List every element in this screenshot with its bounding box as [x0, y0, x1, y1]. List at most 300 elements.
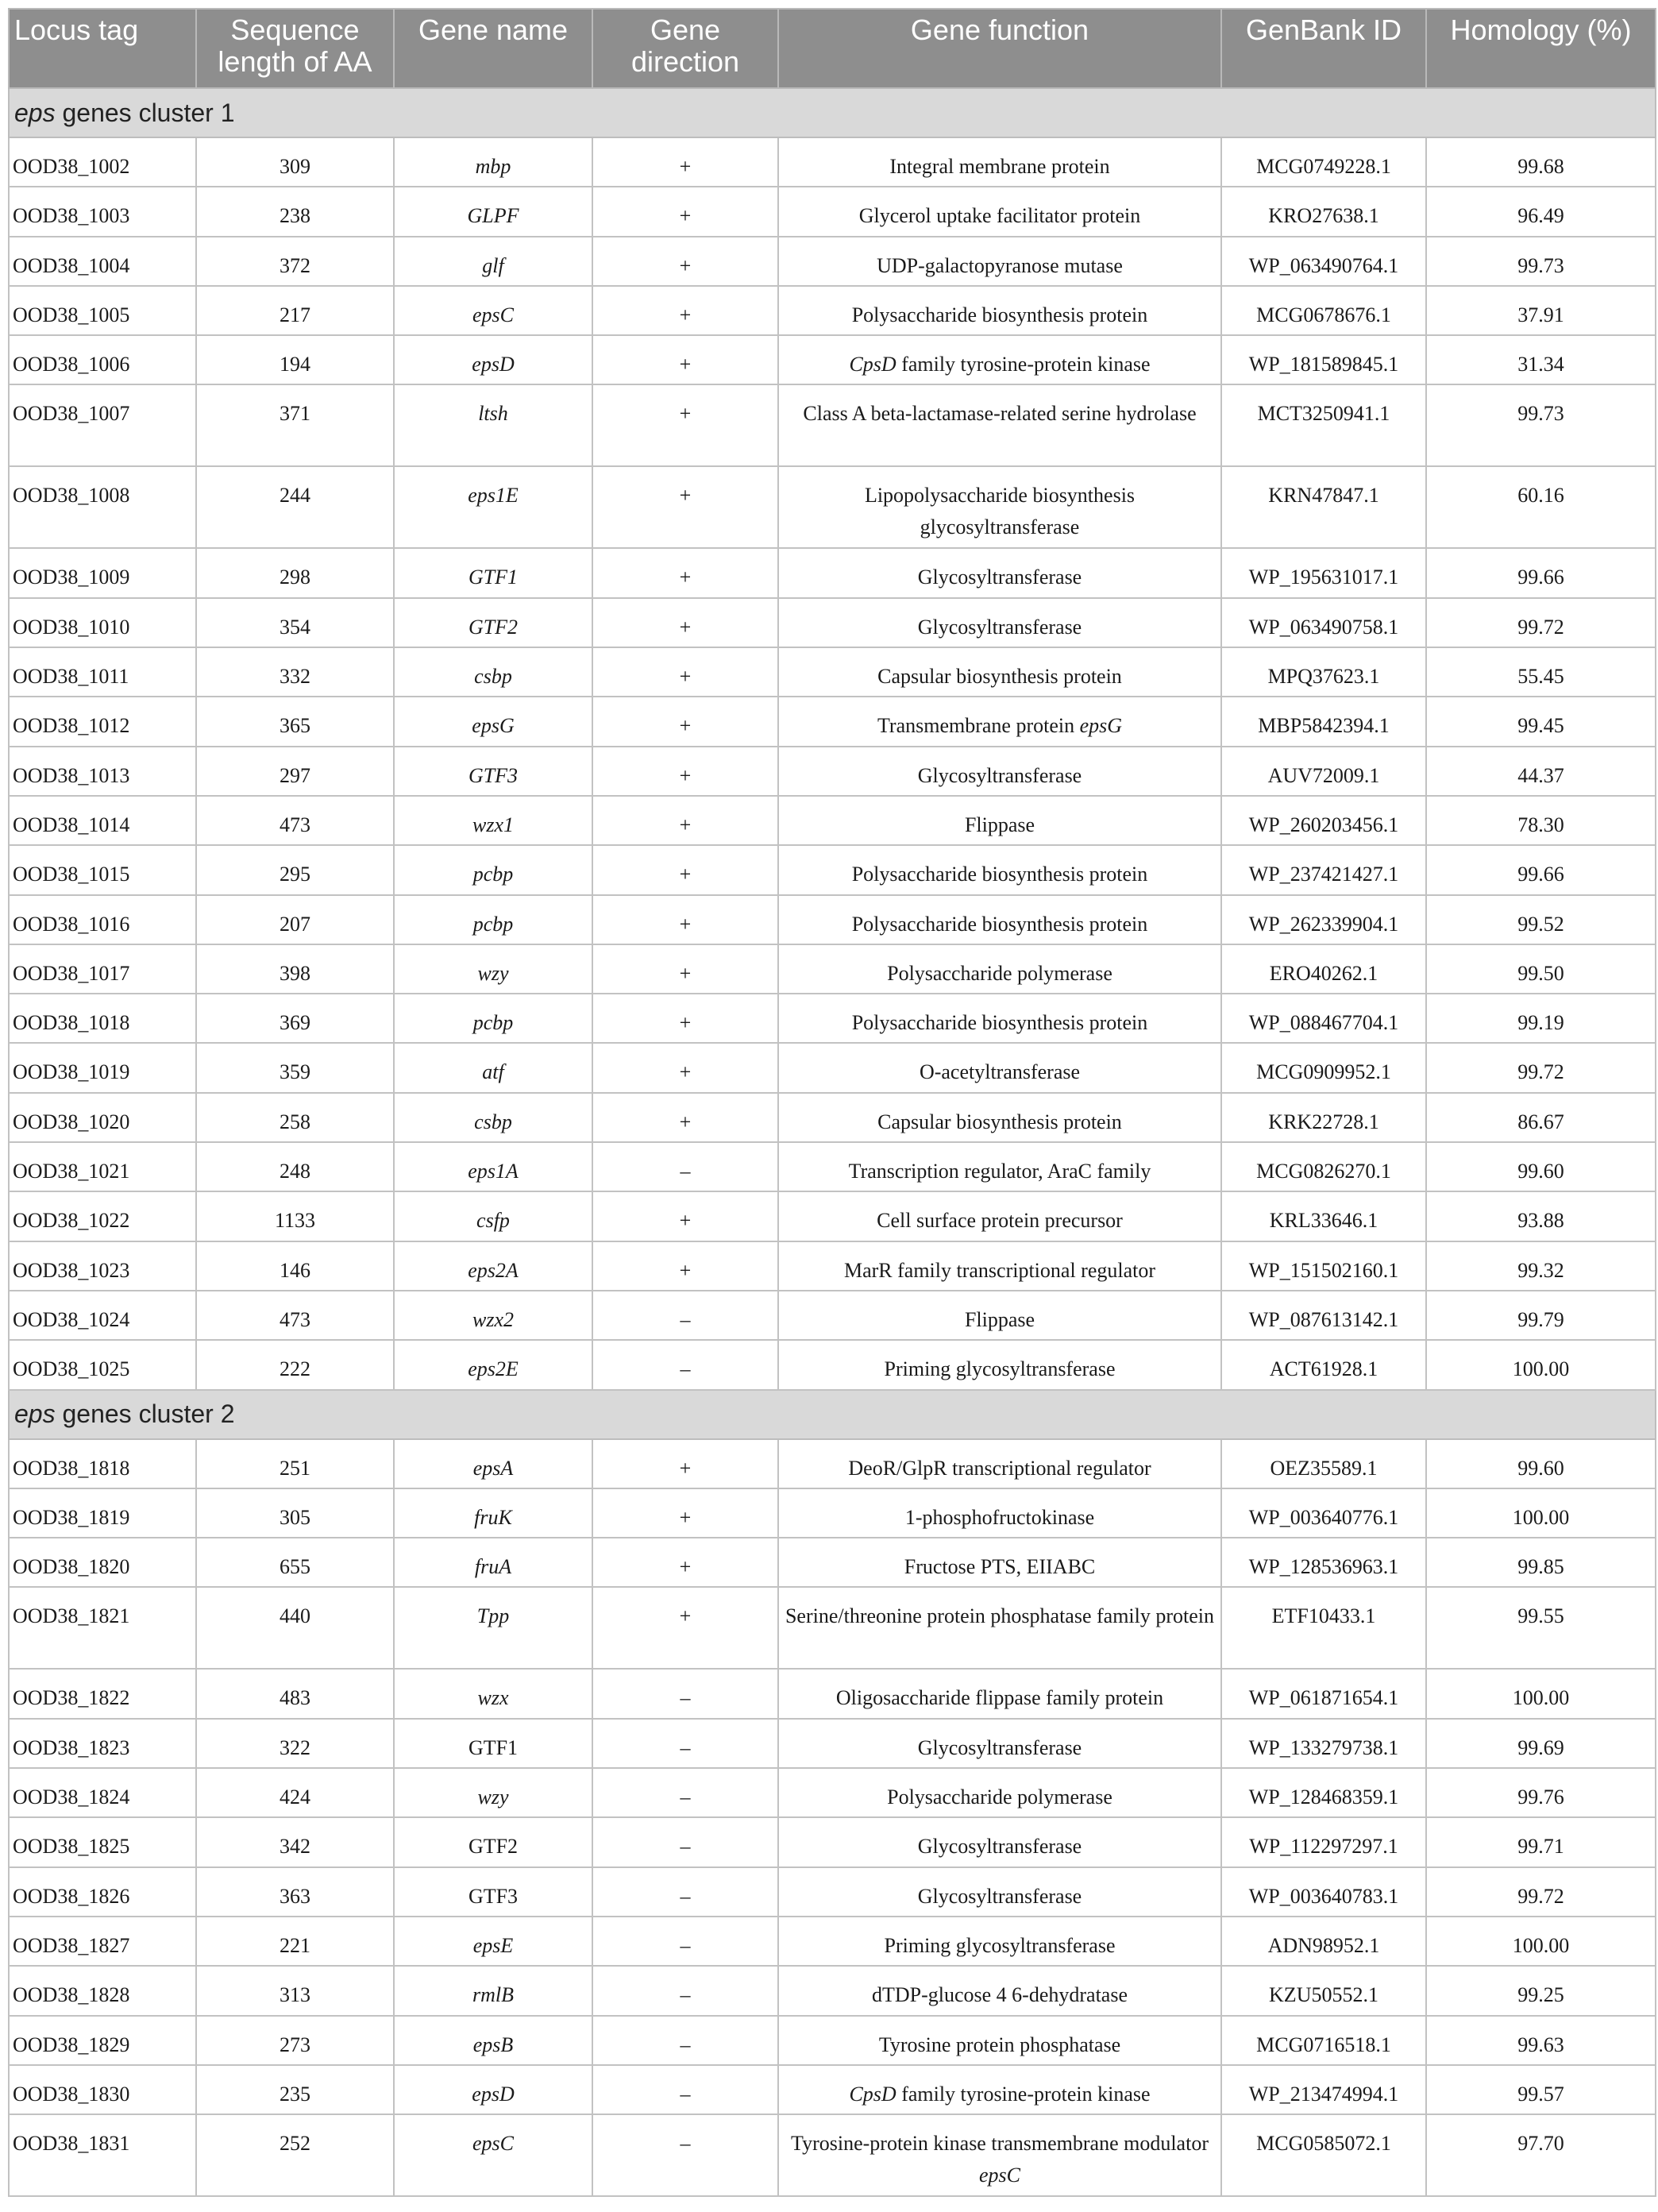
gene-function-text: MarR family transcriptional regulator	[843, 1258, 1156, 1282]
gene-name-cell: pcbp	[394, 994, 592, 1043]
gene-function-italic: epsC	[979, 2164, 1020, 2187]
gene-direction-cell: +	[592, 845, 778, 894]
genbank-id-cell: WP_088467704.1	[1221, 994, 1426, 1043]
gene-function-cell	[778, 237, 1221, 286]
table-row	[9, 1917, 1656, 1966]
locus-tag-cell: OOD38_1011	[9, 647, 196, 697]
gene-name-cell: ltsh	[394, 384, 592, 466]
locus-tag-cell: OOD38_1829	[9, 2016, 196, 2065]
homology-cell: 99.68	[1426, 137, 1656, 187]
homology-cell: 99.63	[1426, 2016, 1656, 2065]
gene-function-text: Class A beta-lactamase-related serine hydrolase	[803, 402, 1197, 426]
gene-name-cell: fruK	[394, 1488, 592, 1538]
table-row	[9, 1817, 1656, 1866]
homology-cell: 99.85	[1426, 1538, 1656, 1587]
genbank-id-cell: AUV72009.1	[1221, 747, 1426, 796]
sequence-length-cell: 342	[196, 1817, 394, 1866]
gene-function-text: Polysaccharide biosynthesis protein	[851, 1011, 1148, 1035]
cluster-title-text: genes cluster 1	[55, 98, 235, 127]
gene-direction-cell: +	[592, 1043, 778, 1092]
locus-tag-cell: OOD38_1009	[9, 548, 196, 597]
gene-name-cell: eps2A	[394, 1241, 592, 1291]
gene-function-text: DeoR/GlpR transcriptional regulator	[848, 1456, 1151, 1480]
table-row	[9, 598, 1656, 647]
locus-tag-cell: OOD38_1831	[9, 2114, 196, 2196]
gene-direction-cell: +	[592, 944, 778, 994]
locus-tag-cell: OOD38_1824	[9, 1768, 196, 1817]
genbank-id-cell: KRK22728.1	[1221, 1093, 1426, 1142]
gene-direction-cell: –	[592, 1817, 778, 1866]
gene-function-text: Priming glycosyltransferase	[884, 1357, 1116, 1381]
table-row	[9, 1340, 1656, 1389]
gene-function-cell	[778, 1817, 1221, 1866]
homology-cell: 99.69	[1426, 1719, 1656, 1768]
genbank-id-cell: WP_181589845.1	[1221, 335, 1426, 384]
gene-function-text: Oligosaccharide flippase family protein	[835, 1686, 1164, 1710]
gene-name-cell: atf	[394, 1043, 592, 1092]
gene-function-text: Capsular biosynthesis protein	[877, 1110, 1122, 1133]
homology-cell: 99.60	[1426, 1142, 1656, 1191]
gene-function-cell	[778, 598, 1221, 647]
gene-function-cell	[778, 647, 1221, 697]
genbank-id-cell: MPQ37623.1	[1221, 647, 1426, 697]
homology-cell: 99.57	[1426, 2065, 1656, 2114]
gene-name-cell: glf	[394, 237, 592, 286]
homology-cell: 99.55	[1426, 1587, 1656, 1669]
genbank-id-cell: MCG0826270.1	[1221, 1142, 1426, 1191]
locus-tag-cell: OOD38_1003	[9, 187, 196, 236]
locus-tag-cell: OOD38_1019	[9, 1043, 196, 1092]
genbank-id-cell: ETF10433.1	[1221, 1587, 1426, 1669]
sequence-length-cell: 258	[196, 1093, 394, 1142]
gene-direction-cell: +	[592, 137, 778, 187]
genbank-id-cell: WP_213474994.1	[1221, 2065, 1426, 2114]
table-row	[9, 1241, 1656, 1291]
gene-direction-cell: –	[592, 1340, 778, 1389]
gene-name-cell: wzx2	[394, 1291, 592, 1340]
table-row	[9, 466, 1656, 548]
genbank-id-cell: MCG0585072.1	[1221, 2114, 1426, 2196]
table-row	[9, 2114, 1656, 2196]
sequence-length-cell: 483	[196, 1669, 394, 1718]
locus-tag-cell: OOD38_1024	[9, 1291, 196, 1340]
gene-function-text: Polysaccharide biosynthesis protein	[851, 912, 1148, 936]
homology-cell: 97.70	[1426, 2114, 1656, 2196]
header-gene-name: Gene name	[394, 9, 592, 88]
genbank-id-cell: WP_112297297.1	[1221, 1817, 1426, 1866]
table-row	[9, 1867, 1656, 1917]
locus-tag-cell: OOD38_1023	[9, 1241, 196, 1291]
sequence-length-cell: 655	[196, 1538, 394, 1587]
table-row	[9, 1669, 1656, 1718]
locus-tag-cell: OOD38_1826	[9, 1867, 196, 1917]
gene-function-text: Fructose PTS, EIIABC	[904, 1555, 1096, 1579]
gene-name-cell: mbp	[394, 137, 592, 187]
gene-function-cell	[778, 1587, 1221, 1669]
gene-function-cell	[778, 2065, 1221, 2114]
table-row	[9, 1093, 1656, 1142]
locus-tag-cell: OOD38_1013	[9, 747, 196, 796]
homology-cell: 99.72	[1426, 1043, 1656, 1092]
gene-function-text: Glycosyltransferase	[917, 566, 1082, 589]
table-row	[9, 1439, 1656, 1488]
sequence-length-cell: 248	[196, 1142, 394, 1191]
gene-function-text: Transmembrane protein	[877, 714, 1080, 738]
genbank-id-cell: ACT61928.1	[1221, 1340, 1426, 1389]
gene-function-cell	[778, 994, 1221, 1043]
gene-direction-cell: +	[592, 895, 778, 944]
gene-name-cell: GTF3	[394, 747, 592, 796]
genbank-id-cell: KRO27638.1	[1221, 187, 1426, 236]
gene-direction-cell: –	[592, 2065, 778, 2114]
table-row	[9, 548, 1656, 597]
gene-function-text: family tyrosine-protein kinase	[896, 2082, 1151, 2106]
gene-function-text: Tyrosine-protein kinase transmembrane modulator	[791, 2132, 1209, 2156]
locus-tag-cell: OOD38_1820	[9, 1538, 196, 1587]
gene-function-text: Flippase	[964, 1307, 1035, 1331]
gene-function-cell	[778, 697, 1221, 746]
genbank-id-cell: MCG0909952.1	[1221, 1043, 1426, 1092]
sequence-length-cell: 305	[196, 1488, 394, 1538]
sequence-length-cell: 207	[196, 895, 394, 944]
sequence-length-cell: 194	[196, 335, 394, 384]
genbank-id-cell: WP_003640783.1	[1221, 1867, 1426, 1917]
table-row	[9, 286, 1656, 335]
locus-tag-cell: OOD38_1825	[9, 1817, 196, 1866]
gene-name-cell: GTF2	[394, 598, 592, 647]
gene-direction-cell: +	[592, 548, 778, 597]
gene-function-cell	[778, 845, 1221, 894]
homology-cell: 99.73	[1426, 237, 1656, 286]
locus-tag-cell: OOD38_1007	[9, 384, 196, 466]
gene-direction-cell: –	[592, 1917, 778, 1966]
sequence-length-cell: 365	[196, 697, 394, 746]
locus-tag-cell: OOD38_1022	[9, 1191, 196, 1241]
genbank-id-cell: WP_063490764.1	[1221, 237, 1426, 286]
gene-function-cell	[778, 548, 1221, 597]
sequence-length-cell: 295	[196, 845, 394, 894]
gene-direction-cell: –	[592, 1142, 778, 1191]
gene-function-italic: CpsD	[849, 353, 896, 376]
header-genbank-id: GenBank ID	[1221, 9, 1426, 88]
gene-direction-cell: +	[592, 384, 778, 466]
homology-cell: 55.45	[1426, 647, 1656, 697]
table-row	[9, 1587, 1656, 1669]
gene-function-cell	[778, 466, 1221, 548]
locus-tag-cell: OOD38_1015	[9, 845, 196, 894]
gene-function-text: Serine/threonine protein phosphatase family protein	[785, 1604, 1215, 1628]
gene-function-text: dTDP-glucose 4 6-dehydratase	[871, 1983, 1128, 2007]
gene-direction-cell: +	[592, 1587, 778, 1669]
genbank-id-cell: WP_003640776.1	[1221, 1488, 1426, 1538]
gene-function-text: Capsular biosynthesis protein	[877, 665, 1122, 689]
gene-name-cell: GTF1	[394, 548, 592, 597]
gene-direction-cell: +	[592, 1241, 778, 1291]
sequence-length-cell: 252	[196, 2114, 394, 2196]
locus-tag-cell: OOD38_1025	[9, 1340, 196, 1389]
gene-function-cell	[778, 1191, 1221, 1241]
gene-function-text: Lipopolysaccharide biosynthesis glycosyltransferase	[864, 484, 1136, 539]
gene-direction-cell: –	[592, 2016, 778, 2065]
gene-name-cell: csbp	[394, 647, 592, 697]
locus-tag-cell: OOD38_1018	[9, 994, 196, 1043]
sequence-length-cell: 244	[196, 466, 394, 548]
gene-function-text: Cell surface protein precursor	[877, 1209, 1123, 1233]
gene-function-text: O-acetyltransferase	[919, 1060, 1081, 1084]
table-row	[9, 1488, 1656, 1538]
gene-name-cell: csfp	[394, 1191, 592, 1241]
homology-cell: 31.34	[1426, 335, 1656, 384]
genbank-id-cell: WP_237421427.1	[1221, 845, 1426, 894]
locus-tag-cell: OOD38_1021	[9, 1142, 196, 1191]
gene-name-cell: eps1E	[394, 466, 592, 548]
table-row	[9, 1719, 1656, 1768]
genbank-id-cell: MCG0716518.1	[1221, 2016, 1426, 2065]
gene-function-cell	[778, 1917, 1221, 1966]
gene-function-cell	[778, 1719, 1221, 1768]
homology-cell: 86.67	[1426, 1093, 1656, 1142]
table-row	[9, 2016, 1656, 2065]
genbank-id-cell: MCG0749228.1	[1221, 137, 1426, 187]
locus-tag-cell: OOD38_1020	[9, 1093, 196, 1142]
gene-name-cell: epsB	[394, 2016, 592, 2065]
genbank-id-cell: WP_128536963.1	[1221, 1538, 1426, 1587]
locus-tag-cell: OOD38_1827	[9, 1917, 196, 1966]
gene-function-text: Tyrosine protein phosphatase	[878, 2032, 1121, 2056]
genbank-id-cell: WP_087613142.1	[1221, 1291, 1426, 1340]
sequence-length-cell: 238	[196, 187, 394, 236]
genbank-id-cell: WP_061871654.1	[1221, 1669, 1426, 1718]
homology-cell: 99.76	[1426, 1768, 1656, 1817]
table-row	[9, 1043, 1656, 1092]
locus-tag-cell: OOD38_1002	[9, 137, 196, 187]
sequence-length-cell: 221	[196, 1917, 394, 1966]
locus-tag-cell: OOD38_1008	[9, 466, 196, 548]
gene-name-cell: epsC	[394, 2114, 592, 2196]
sequence-length-cell: 313	[196, 1966, 394, 2015]
genbank-id-cell: ADN98952.1	[1221, 1917, 1426, 1966]
homology-cell: 99.71	[1426, 1817, 1656, 1866]
sequence-length-cell: 363	[196, 1867, 394, 1917]
table-row	[9, 944, 1656, 994]
homology-cell: 99.79	[1426, 1291, 1656, 1340]
homology-cell: 99.25	[1426, 1966, 1656, 2015]
gene-name-cell: GTF1	[394, 1719, 592, 1768]
gene-direction-cell: +	[592, 796, 778, 845]
gene-function-cell	[778, 335, 1221, 384]
gene-function-cell	[778, 1867, 1221, 1917]
header-gene-direction: Gene direction	[592, 9, 778, 88]
sequence-length-cell: 473	[196, 1291, 394, 1340]
gene-function-cell	[778, 286, 1221, 335]
gene-function-text: Integral membrane protein	[889, 155, 1110, 178]
cluster-header-row	[9, 88, 1656, 137]
cluster-header-row	[9, 1390, 1656, 1439]
gene-direction-cell: +	[592, 647, 778, 697]
gene-name-cell: epsD	[394, 335, 592, 384]
header-row	[9, 9, 1656, 88]
gene-function-text: Glycosyltransferase	[917, 1884, 1082, 1908]
gene-direction-cell: +	[592, 1191, 778, 1241]
gene-direction-cell: +	[592, 237, 778, 286]
gene-function-text: Polysaccharide polymerase	[887, 961, 1112, 985]
gene-name-cell: eps1A	[394, 1142, 592, 1191]
header-homology: Homology (%)	[1426, 9, 1656, 88]
genbank-id-cell: WP_133279738.1	[1221, 1719, 1426, 1768]
homology-cell: 99.19	[1426, 994, 1656, 1043]
locus-tag-cell: OOD38_1014	[9, 796, 196, 845]
gene-direction-cell: +	[592, 994, 778, 1043]
gene-function-cell	[778, 1093, 1221, 1142]
gene-name-cell: epsE	[394, 1917, 592, 1966]
gene-function-text: 1-phosphofructokinase	[904, 1505, 1095, 1529]
locus-tag-cell: OOD38_1819	[9, 1488, 196, 1538]
sequence-length-cell: 217	[196, 286, 394, 335]
sequence-length-cell: 298	[196, 548, 394, 597]
gene-direction-cell: –	[592, 1669, 778, 1718]
cluster-title-italic: eps	[14, 98, 56, 127]
genbank-id-cell: OEZ35589.1	[1221, 1439, 1426, 1488]
genbank-id-cell: MBP5842394.1	[1221, 697, 1426, 746]
cluster-title	[9, 88, 1656, 137]
sequence-length-cell: 222	[196, 1340, 394, 1389]
gene-function-text: Transcription regulator, AraC family	[848, 1160, 1151, 1183]
gene-name-cell: GTF3	[394, 1867, 592, 1917]
table-row	[9, 994, 1656, 1043]
gene-function-italic: epsG	[1079, 714, 1123, 738]
table-row	[9, 895, 1656, 944]
sequence-length-cell: 372	[196, 237, 394, 286]
table-row	[9, 647, 1656, 697]
gene-function-cell	[778, 1538, 1221, 1587]
gene-direction-cell: –	[592, 1291, 778, 1340]
gene-function-cell	[778, 1241, 1221, 1291]
gene-function-italic: CpsD	[849, 2082, 896, 2106]
gene-name-cell: wzy	[394, 944, 592, 994]
gene-direction-cell: –	[592, 1719, 778, 1768]
gene-direction-cell: –	[592, 1867, 778, 1917]
gene-direction-cell: +	[592, 1093, 778, 1142]
gene-name-cell: rmlB	[394, 1966, 592, 2015]
sequence-length-cell: 297	[196, 747, 394, 796]
gene-function-cell	[778, 384, 1221, 466]
sequence-length-cell: 371	[196, 384, 394, 466]
sequence-length-cell: 146	[196, 1241, 394, 1291]
genbank-id-cell: WP_260203456.1	[1221, 796, 1426, 845]
homology-cell: 99.72	[1426, 598, 1656, 647]
homology-cell: 99.73	[1426, 384, 1656, 466]
gene-function-text: Glycosyltransferase	[917, 615, 1082, 639]
gene-name-cell: csbp	[394, 1093, 592, 1142]
sequence-length-cell: 332	[196, 647, 394, 697]
locus-tag-cell: OOD38_1017	[9, 944, 196, 994]
gene-function-text: Glycosyltransferase	[917, 1735, 1082, 1759]
sequence-length-cell: 273	[196, 2016, 394, 2065]
header-locus-tag: Locus tag	[9, 9, 196, 88]
gene-direction-cell: +	[592, 747, 778, 796]
genbank-id-cell: KRL33646.1	[1221, 1191, 1426, 1241]
table-row	[9, 187, 1656, 236]
gene-name-cell: GLPF	[394, 187, 592, 236]
locus-tag-cell: OOD38_1005	[9, 286, 196, 335]
gene-function-text: Polysaccharide biosynthesis protein	[851, 303, 1148, 326]
gene-name-cell: epsC	[394, 286, 592, 335]
gene-function-text: Polysaccharide polymerase	[887, 1785, 1112, 1809]
table-row	[9, 335, 1656, 384]
gene-function-text: Polysaccharide biosynthesis protein	[851, 863, 1148, 886]
genbank-id-cell: MCT3250941.1	[1221, 384, 1426, 466]
gene-table	[8, 8, 1656, 2197]
gene-direction-cell: +	[592, 1488, 778, 1538]
sequence-length-cell: 322	[196, 1719, 394, 1768]
gene-direction-cell: –	[592, 1768, 778, 1817]
homology-cell: 100.00	[1426, 1340, 1656, 1389]
gene-function-cell	[778, 1142, 1221, 1191]
gene-direction-cell: –	[592, 1966, 778, 2015]
gene-function-text: UDP-galactopyranose mutase	[877, 253, 1123, 277]
homology-cell: 78.30	[1426, 796, 1656, 845]
gene-name-cell: wzy	[394, 1768, 592, 1817]
gene-name-cell: eps2E	[394, 1340, 592, 1389]
sequence-length-cell: 369	[196, 994, 394, 1043]
sequence-length-cell: 424	[196, 1768, 394, 1817]
gene-direction-cell: +	[592, 335, 778, 384]
locus-tag-cell: OOD38_1012	[9, 697, 196, 746]
table-row	[9, 1966, 1656, 2015]
cluster-title-italic: eps	[14, 1399, 56, 1429]
gene-name-cell: fruA	[394, 1538, 592, 1587]
gene-function-cell	[778, 1340, 1221, 1389]
homology-cell: 99.66	[1426, 845, 1656, 894]
genbank-id-cell: ERO40262.1	[1221, 944, 1426, 994]
sequence-length-cell: 440	[196, 1587, 394, 1669]
genbank-id-cell: KZU50552.1	[1221, 1966, 1426, 2015]
gene-name-cell: epsD	[394, 2065, 592, 2114]
gene-direction-cell: +	[592, 466, 778, 548]
homology-cell: 44.37	[1426, 747, 1656, 796]
homology-cell: 100.00	[1426, 1669, 1656, 1718]
gene-name-cell: wzx	[394, 1669, 592, 1718]
genbank-id-cell: WP_151502160.1	[1221, 1241, 1426, 1291]
homology-cell: 99.45	[1426, 697, 1656, 746]
gene-function-cell	[778, 1439, 1221, 1488]
gene-function-text: Glycerol uptake facilitator protein	[858, 204, 1141, 228]
gene-name-cell: pcbp	[394, 845, 592, 894]
gene-name-cell: wzx1	[394, 796, 592, 845]
sequence-length-cell: 398	[196, 944, 394, 994]
table-row	[9, 1291, 1656, 1340]
locus-tag-cell: OOD38_1821	[9, 1587, 196, 1669]
gene-function-cell	[778, 895, 1221, 944]
homology-cell: 100.00	[1426, 1488, 1656, 1538]
table-row	[9, 697, 1656, 746]
sequence-length-cell: 359	[196, 1043, 394, 1092]
table-row	[9, 1142, 1656, 1191]
gene-function-cell	[778, 1488, 1221, 1538]
table-row	[9, 237, 1656, 286]
gene-function-cell	[778, 796, 1221, 845]
homology-cell: 60.16	[1426, 466, 1656, 548]
locus-tag-cell: OOD38_1828	[9, 1966, 196, 2015]
genbank-id-cell: MCG0678676.1	[1221, 286, 1426, 335]
sequence-length-cell: 1133	[196, 1191, 394, 1241]
gene-function-cell	[778, 1043, 1221, 1092]
homology-cell: 93.88	[1426, 1191, 1656, 1241]
gene-function-cell	[778, 1669, 1221, 1718]
locus-tag-cell: OOD38_1823	[9, 1719, 196, 1768]
homology-cell: 99.60	[1426, 1439, 1656, 1488]
gene-function-cell	[778, 747, 1221, 796]
